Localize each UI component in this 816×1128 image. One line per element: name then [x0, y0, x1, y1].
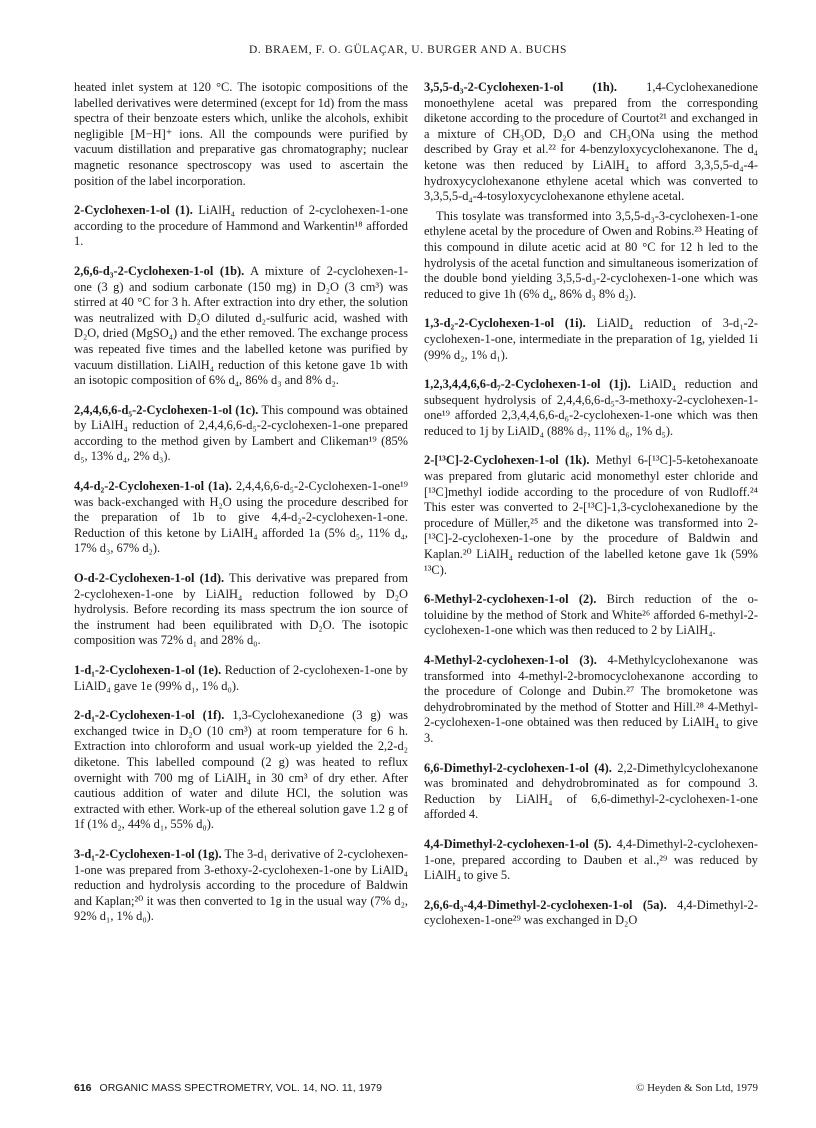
compound-heading: 6,6-Dimethyl-2-cyclohexen-1-ol (4).	[424, 760, 612, 775]
compound-heading: 2,6,6-d₃-2-Cyclohexen-1-ol (1b).	[74, 263, 245, 278]
journal-name: ORGANIC MASS SPECTROMETRY, VOL. 14, NO. 11, 1979	[99, 1082, 382, 1094]
paragraph	[424, 209, 758, 303]
paragraph	[424, 453, 758, 578]
paragraph-text: Reduction of 2-cyclohexen-1-one by LiAlD₄ gave 1e (99% d₁, 1% d₀).	[74, 663, 408, 693]
paragraph-text: 2,4,4,6,6-d₅-2-Cyclohexen-1-one¹⁹ was back-exchanged with H₂O using the procedure described for the preparation of 1b to give 4,4-d₂-2-cyclohexen-1-one. Reduction of this ketone by LiAlH₄ afforded 1a (5% d₅, 11% d₄, 17% d₃, 67% d₂).	[74, 479, 408, 556]
paragraph-text: This tosylate was transformed into 3,5,5-d₃-3-cyclohexen-1-one ethylene acetal by the procedure of Owen and Robins.²³ Heating of this compound in dilute acetic acid at 80 °C for 12 h led to the hydrolysis of the acetal function and simultaneous isomerization of the double bond yielding 3,5,5-d₃-2-cyclohexen-1-one which was reduced to give 1h (6% d₄, 86% d₃ 8% d₂).	[424, 208, 758, 301]
compound-heading: 4,4-d₂-2-Cyclohexen-1-ol (1a).	[74, 479, 232, 494]
paragraph-text: 2,2-Dimethylcyclohexanone was brominated and dehydrobrominated as for compound 3. Reduction by LiAlH₄ of 6,6-dimethyl-2-cyclohexen-1-one afforded 4.	[424, 760, 759, 822]
paragraph	[424, 316, 758, 363]
compound-heading: 1,3-d₂-2-Cyclohexen-1-ol (1i).	[424, 316, 586, 331]
compound-heading: 2-Cyclohexen-1-ol (1).	[74, 203, 193, 218]
running-head: D. BRAEM, F. O. GÜLAÇAR, U. BURGER AND A. BUCHS	[248, 44, 567, 56]
paragraph	[74, 403, 408, 465]
paragraph-text: The 3-d₁ derivative of 2-cyclohexen-1-one was prepared from 3-ethoxy-2-cyclohexen-1-one by LiAlD₄ reduction and hydrolysis according to the procedure of Baldwin and Kaplan;²⁰ it was then converted to 1g in the usual way (7% d₂, 92% d₁, 1% d₀).	[74, 846, 409, 924]
paragraph-text: This derivative was prepared from 2-cyclohexen-1-one by LiAlH₄ reduction followed by D₂O hydrolysis. Before recording its mass spectrum the ion source of the instrument had been equilibrated with D₂O. The isotopic composition was 72% d₁ and 28% d₀.	[74, 571, 408, 648]
page-number: 616	[74, 1082, 92, 1094]
paragraph	[74, 479, 408, 557]
paragraph-text: 4-Methylcyclohexanone was transformed into 4-methyl-2-bromocyclohexanone according to the procedure of Colonge and Dubin.²⁷ The bromoketone was dehydrobrominated by the method of Stotter and Hill.²⁸ 4-Methyl-2-cyclohexen-1-one obtained was then reduced by LiAlH₄ to give 3.	[424, 653, 759, 745]
paragraph	[424, 80, 758, 205]
paragraph	[424, 761, 758, 823]
compound-heading: 2-[¹³C]-2-Cyclohexen-1-ol (1k).	[424, 453, 590, 468]
paragraph-text: Birch reduction of the o-toluidine by the method of Stork and White²⁶ afforded 6-methyl-2-cyclohexen-1-one which was then reduced to 2 by LiAlH₄.	[424, 592, 759, 638]
compound-heading: 1,2,3,4,4,6,6-d₇-2-Cyclohexen-1-ol (1j).	[424, 377, 631, 392]
paragraph	[74, 203, 408, 250]
left-column	[74, 80, 408, 939]
paragraph	[424, 898, 758, 929]
paragraph-text: LiAlD₄ reduction of 3-d₁-2-cyclohexen-1-one, intermediate in the preparation of 1g, yielded 1i (99% d₂, 1% d₁).	[424, 316, 758, 362]
right-column	[424, 80, 758, 943]
paragraph-text: LiAlD₄ reduction and subsequent hydrolysis of 2,4,4,6,6-d₅-3-methoxy-2-cyclohexen-1-one¹⁹ afforded 2,3,4,4,6,6-d₆-2-cyclohexen-1-one which was then reduced to 1j by LiAlD₄ (88% d₇, 11% d₆, 1% d₅).	[424, 377, 758, 438]
footer-left	[74, 1082, 382, 1094]
compound-heading: 4,4-Dimethyl-2-cyclohexen-1-ol (5).	[424, 836, 612, 851]
paragraph-text: 4,4-Dimethyl-2-cyclohexen-1-one²⁹ was exchanged in D₂O	[424, 897, 758, 928]
compound-heading: 3-d₁-2-Cyclohexen-1-ol (1g).	[74, 846, 222, 861]
paragraph-text: This compound was obtained by LiAlH₄ reduction of 2,4,4,6,6-d₅-2-cyclohexen-1-one prepared according to the method given by Lambert and Clikeman¹⁹ (85% d₅, 13% d₄, 2% d₃).	[74, 402, 408, 464]
copyright: © Heyden & Son Ltd, 1979	[635, 1082, 758, 1094]
paragraph-text: A mixture of 2-cyclohexen-1-one (3 g) and sodium carbonate (150 mg) in D₂O (3 cm³) was stirred at 40 °C for 3 h. After extraction into dry ether, the solution was neutralized with D₂O diluted d₂-sulfuric acid, washed with D₂O, dried (MgSO₄) and the ether removed. The exchange process was repeated five times and the labelled ketone was purified by vacuum distillation. LiAlH₄ reduction of this ketone gave 1b with an isotopic composition of 6% d₄, 86% d₃ and 8% d₂.	[74, 263, 408, 388]
paragraph	[74, 264, 408, 389]
paragraph-text: Methyl 6-[¹³C]-5-ketohexanoate was prepared from glutaric acid monomethyl ester chloride and [¹³C]methyl iodide according to the procedure of von Rudloff.²⁴ This ester was converted to 2-[¹³C]-1,3-cyclohexanedione by the procedure of Müller,²⁵ and the diketone was transformed into 2-[¹³C]-2-cyclohexen-1-one by the procedure of Baldwin and Kaplan.²⁰ LiAlH₄ reduction of the labelled ketone gave 1k (59% ¹³C).	[424, 453, 758, 577]
compound-heading: 4-Methyl-2-cyclohexen-1-ol (3).	[424, 653, 597, 667]
paragraph	[424, 653, 758, 747]
compound-heading: 2-d₁-2-Cyclohexen-1-ol (1f).	[74, 708, 225, 723]
paragraph	[74, 663, 408, 694]
compound-heading: 3,5,5-d₃-2-Cyclohexen-1-ol (1h).	[424, 80, 617, 94]
paragraph	[424, 592, 758, 639]
compound-heading: 1-d₁-2-Cyclohexen-1-ol (1e).	[74, 663, 222, 677]
paragraph-text: 1,4-Cyclohexanedione monoethylene acetal was prepared from the corresponding diketone according to the procedure of Courtot²¹ and exchanged in a mixture of CH₃OD, D₂O and CH₃ONa using the method described by Gray et al.²² for 4-benzyloxycyclohexanone. The d₄ ketone was then reduced by LiAlH₄ to afford 3,3,5,5-d₄-4-hydroxycyclohexanone ethylene acetal which was converted to 3,3,5,5-d₄-4-tosyloxycyclohexanone ethylene acetal.	[424, 80, 758, 204]
paragraph-text: 1,3-Cyclohexanedione (3 g) was exchanged twice in D₂O (10 cm³) at room temperature for 6 h. Extraction into chloroform and usual work-up yielded the 2,2-d₂ diketone. This labelled compound (2 g) was heated to reflux overnight with 700 mg of LiAlH₄ in 30 cm³ of dry ether. After cautious addition of water and dilute HCl, the solution was extracted with ether. Work-up of the ethereal solution gave 1.2 g of 1f (1% d₂, 44% d₁, 55% d₀).	[74, 708, 408, 832]
paragraph	[424, 377, 758, 439]
paragraph	[74, 847, 408, 925]
compound-heading: 2,6,6-d₃-4,4-Dimethyl-2-cyclohexen-1-ol (5a).	[424, 897, 667, 912]
compound-heading: 6-Methyl-2-cyclohexen-1-ol (2).	[424, 592, 597, 607]
paragraph-text: heated inlet system at 120 °C. The isotopic compositions of the labelled derivatives were determined (except for 1d) from the mass spectra of their benzoate esters which, unlike the alcohols, exhibit negligible [M−H]⁺ ions. All the compounds were purified by vacuum distillation and preparative gas chromatography; nuclear magnetic resonance spectroscopy was used to ascertain the position of the label incorporation.	[74, 80, 408, 188]
paragraph-text: LiAlH₄ reduction of 2-cyclohexen-1-one according to the procedure of Hammond and Warkentin¹⁸ afforded 1.	[74, 203, 408, 249]
compound-heading: O-d-2-Cyclohexen-1-ol (1d).	[74, 571, 225, 586]
compound-heading: 2,4,4,6,6-d₅-2-Cyclohexen-1-ol (1c).	[74, 402, 259, 417]
paragraph	[74, 708, 408, 833]
paragraph	[74, 80, 408, 189]
paragraph-text: 4,4-Dimethyl-2-cyclohexen-1-one, prepared according to Dauben et al.,²⁹ was reduced by LiAlH₄ to give 5.	[424, 836, 758, 883]
paragraph	[74, 571, 408, 649]
paragraph	[424, 837, 758, 884]
